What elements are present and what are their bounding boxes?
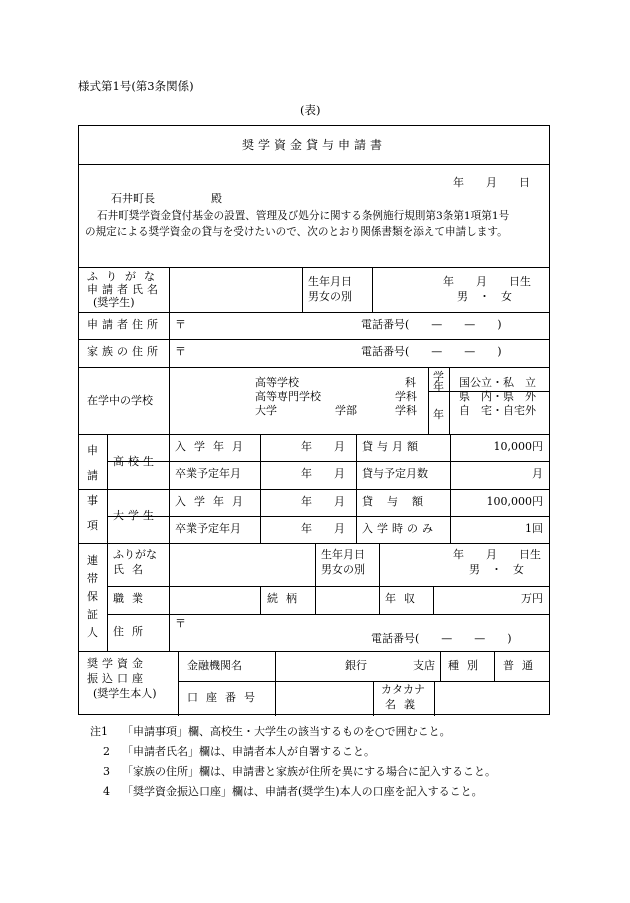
school-type-3[interactable]: 自 宅・自宅外 <box>459 404 536 417</box>
grade-top: 学 <box>433 370 444 383</box>
bank-label-3: (奨学生本人) <box>93 687 157 700</box>
addressee-honorific: 殿 <box>211 192 222 205</box>
note-no-3: 3 <box>103 765 110 778</box>
matters-label-2: 請 <box>87 469 98 482</box>
note-text-3: 「家族の住所」欄は、申請書と家族が住所を異にする場合に記入すること。 <box>122 765 496 778</box>
bank-label-2: 振込口座 <box>87 672 147 685</box>
school-label: 在学中の学校 <box>87 394 153 407</box>
note-text-4: 「奨学資金振込口座」欄は、申請者(奨学生)本人の口座を記入すること。 <box>122 785 483 798</box>
guarantor-label-1: 連 <box>87 554 98 567</box>
bank-type-value[interactable]: 普通 <box>503 659 541 672</box>
school-line-3: 大学 <box>255 404 277 417</box>
guarantor-income-label: 年収 <box>385 592 423 605</box>
hs-grad-value[interactable]: 年 月 <box>301 467 345 480</box>
note-no-1: 注1 <box>90 725 108 738</box>
guarantor-name-label: 氏名 <box>113 563 151 576</box>
hs-enroll-label: 入学年月 <box>175 440 251 453</box>
guarantor-label-5: 人 <box>87 626 98 639</box>
guarantor-sex-label: 男女の別 <box>321 563 365 576</box>
univ-once: 1回 <box>525 522 543 535</box>
sex-label: 男女の別 <box>308 290 352 303</box>
hs-months[interactable]: 月 <box>532 467 543 480</box>
application-form <box>78 125 550 715</box>
birth-label: 生年月日 <box>308 275 352 288</box>
guarantor-label-4: 証 <box>87 608 98 621</box>
guarantor-birth-label: 生年月日 <box>321 548 365 561</box>
guarantor-job-label: 職業 <box>113 592 151 605</box>
hs-amount-label: 貸与月額 <box>362 440 422 453</box>
hs-enroll-value[interactable]: 年 月 <box>301 440 345 453</box>
hs-amount: 10,000円 <box>493 440 543 453</box>
matters-label-3: 事 <box>87 494 98 507</box>
school-faculty: 学部 <box>335 404 357 417</box>
univ-amount-label: 貸与額 <box>362 495 437 508</box>
bank-kana-label: カタカナ <box>381 683 425 696</box>
family-postal[interactable]: 〒 <box>175 345 186 358</box>
guarantor-relation-label: 続柄 <box>267 592 305 605</box>
guarantor-furigana-label: ふりがな <box>113 548 157 561</box>
guarantor-birth-value[interactable]: 年 月 日生 <box>453 548 541 561</box>
school-type-2[interactable]: 県 内・県 外 <box>459 390 536 403</box>
bank-branch[interactable]: 支店 <box>413 659 435 672</box>
school-line-1: 高等学校 <box>255 376 299 389</box>
guarantor-phone[interactable]: 電話番号( — — ) <box>371 632 512 645</box>
grade-bottom: 年 <box>433 408 444 421</box>
school-dept-2: 学科 <box>395 390 417 403</box>
applicant-name-sub: (奨学生) <box>93 296 135 309</box>
univ-amount: 100,000円 <box>486 495 543 508</box>
matters-label-4: 項 <box>87 519 98 532</box>
guarantor-label-3: 保 <box>87 590 98 603</box>
family-label: 家族の住所 <box>87 345 162 358</box>
note-text-2: 「申請者氏名」欄は、申請者本人が自署すること。 <box>122 745 375 758</box>
furigana-label: ふりがな <box>87 270 163 283</box>
guarantor-label-2: 帯 <box>87 572 98 585</box>
grade-mid: 年 <box>433 380 444 393</box>
side-label: (表) <box>300 103 321 117</box>
guarantor-address-label: 住所 <box>113 625 151 638</box>
univ-enroll-value[interactable]: 年 月 <box>301 495 345 508</box>
bank-bank[interactable]: 銀行 <box>345 659 367 672</box>
intro-line-2: の規定による奨学資金の貸与を受けたいので、次のとおり関係書類を添えて申請します。 <box>85 226 508 238</box>
applicant-name-label: 申請者氏名 <box>87 283 162 296</box>
bank-type-label: 種別 <box>448 659 486 672</box>
address-phone[interactable]: 電話番号( — — ) <box>361 318 502 331</box>
univ-grad-value[interactable]: 年 月 <box>301 522 345 535</box>
form-id: 様式第1号(第3条関係) <box>78 79 194 93</box>
school-dept-1: 科 <box>405 376 416 389</box>
bank-nominee-label: 名義 <box>385 698 423 711</box>
univ-label[interactable]: 大学生 <box>113 509 158 522</box>
hs-months-label: 貸与予定月数 <box>362 467 428 480</box>
school-dept-3: 学科 <box>395 404 417 417</box>
addressee-name: 石井町長 <box>111 192 155 205</box>
guarantor-postal[interactable]: 〒 <box>175 617 186 630</box>
bank-label-1: 奨学資金 <box>87 657 147 670</box>
form-title: 奨学資金貸与申請書 <box>241 138 386 152</box>
univ-grad-label: 卒業予定年月 <box>175 522 241 535</box>
school-line-2: 高等専門学校 <box>255 390 321 403</box>
hs-grad-label: 卒業予定年月 <box>175 467 241 480</box>
address-postal[interactable]: 〒 <box>175 318 186 331</box>
date-line[interactable]: 年 月 日 <box>453 176 530 189</box>
univ-enroll-label: 入学年月 <box>175 495 251 508</box>
birth-value[interactable]: 年 月 日生 <box>443 275 531 288</box>
family-phone[interactable]: 電話番号( — — ) <box>361 345 502 358</box>
bank-inst-label: 金融機関名 <box>187 659 242 672</box>
school-type-1[interactable]: 国公立・私 立 <box>459 376 536 389</box>
note-text-1: 「申請事項」欄、高校生・大学生の該当するものを○で囲むこと。 <box>122 725 451 738</box>
sex-value[interactable]: 男 ・ 女 <box>457 290 512 303</box>
univ-once-label: 入学時のみ <box>362 522 437 535</box>
note-no-4: 4 <box>103 785 110 798</box>
guarantor-sex-value[interactable]: 男 ・ 女 <box>469 563 524 576</box>
matters-label-1: 申 <box>87 444 98 457</box>
address-label: 申請者住所 <box>87 318 162 331</box>
note-no-2: 2 <box>103 745 110 758</box>
hs-label[interactable]: 高校生 <box>113 455 158 468</box>
intro-line-1: 石井町奨学資金貸付基金の設置、管理及び処分に関する条例施行規則第3条第1項第1号 <box>97 210 510 222</box>
bank-account-label: 口座番号 <box>187 691 263 704</box>
guarantor-income-unit[interactable]: 万円 <box>521 592 543 605</box>
